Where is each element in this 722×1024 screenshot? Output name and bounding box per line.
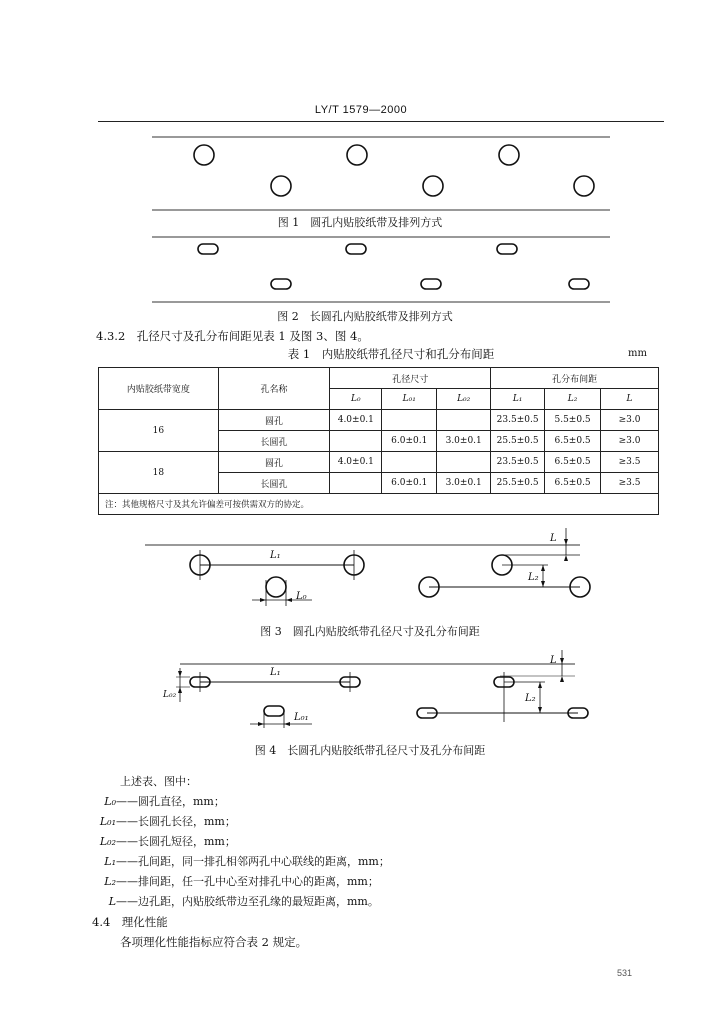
table-row — [99, 452, 659, 473]
figure-3-label-L: L — [550, 533, 557, 544]
table-header-row — [99, 368, 659, 389]
round-hole — [574, 176, 594, 196]
header-L: L — [601, 389, 659, 410]
round-hole — [499, 145, 519, 165]
definition-text: ——长圆孔长径，mm； — [116, 815, 236, 828]
oblong-hole — [271, 279, 291, 289]
header-L01: L₀₁ — [382, 389, 437, 410]
table-1-title: 表 1 内贴胶纸带孔径尺寸和孔分布间距 — [287, 347, 495, 361]
round-hole — [423, 176, 443, 196]
round-hole — [271, 176, 291, 196]
definition-symbol: L₂ — [104, 875, 116, 888]
cell-L2: 5.5±0.5 — [545, 410, 601, 431]
cell-L01: 6.0±0.1 — [382, 431, 437, 452]
definitions-intro: 上述表、图中： — [120, 775, 197, 788]
round-hole — [266, 577, 286, 597]
header-L1: L₁ — [491, 389, 545, 410]
definition-item — [74, 832, 634, 852]
figure-4-label-L2: L₂ — [525, 693, 536, 704]
definition-item — [74, 792, 634, 812]
table-row — [99, 410, 659, 431]
figure-4-label-L01: L₀₁ — [294, 712, 309, 723]
header-width: 内贴胶纸带宽度 — [99, 368, 219, 410]
cell-width: 18 — [99, 452, 219, 494]
cell-hole-name: 圆孔 — [218, 452, 330, 473]
cell-L02 — [437, 410, 491, 431]
header-L02: L₀₂ — [437, 389, 491, 410]
standard-number: LY/T 1579—2000 — [314, 104, 408, 116]
cell-hole-name: 长圆孔 — [218, 431, 330, 452]
table-note-row — [99, 494, 659, 515]
cell-L2: 6.5±0.5 — [545, 431, 601, 452]
figure-3-diagram — [0, 520, 722, 620]
section-4-4-heading: 4.4 理化性能 — [92, 915, 168, 929]
definition-symbol: L — [108, 895, 116, 908]
round-hole — [347, 145, 367, 165]
section-4-4-text: 各项理化性能指标应符合表 2 规定。 — [120, 935, 308, 949]
definition-text: ——长圆孔短径，mm； — [116, 835, 236, 848]
cell-L1: 23.5±0.5 — [491, 410, 545, 431]
cell-L0 — [330, 431, 382, 452]
figure-4-label-L1: L₁ — [270, 667, 281, 678]
cell-L01 — [382, 410, 437, 431]
figure-1-diagram — [0, 0, 722, 240]
cell-L01: 6.0±0.1 — [382, 473, 437, 494]
figure-3-label-L0: L₀ — [296, 591, 307, 602]
oblong-hole — [346, 244, 366, 254]
figure-4-label-L02: L₀₂ — [163, 690, 177, 700]
definition-text: ——孔间距，同一排孔相邻两孔中心联线的距离，mm； — [116, 855, 390, 868]
header-hole-size: 孔径尺寸 — [330, 368, 491, 389]
figure-4-label-L: L — [550, 655, 557, 666]
cell-L02: 3.0±0.1 — [437, 431, 491, 452]
cell-L: ≥3.5 — [601, 473, 659, 494]
cell-L02: 3.0±0.1 — [437, 473, 491, 494]
definition-item — [74, 852, 634, 872]
header-L0: L₀ — [330, 389, 382, 410]
cell-L01 — [382, 452, 437, 473]
cell-L0: 4.0±0.1 — [330, 452, 382, 473]
definition-symbol: L₀₂ — [99, 835, 116, 848]
oblong-hole — [264, 706, 284, 716]
figure-1-caption: 图 1 圆孔内贴胶纸带及排列方式 — [277, 216, 443, 229]
figure-4-diagram — [0, 650, 722, 740]
definitions-list — [74, 772, 634, 912]
figure-2-caption: 图 2 长圆孔内贴胶纸带及排列方式 — [277, 310, 453, 323]
figure-3-label-L1: L₁ — [270, 550, 281, 561]
cell-L2: 6.5±0.5 — [545, 452, 601, 473]
definition-symbol: L₁ — [104, 855, 116, 868]
cell-L: ≥3.0 — [601, 410, 659, 431]
figure-3-caption: 图 3 圆孔内贴胶纸带孔径尺寸及孔分布间距 — [260, 625, 480, 638]
definition-text: ——边孔距，内贴胶纸带边至孔缘的最短距离，mm。 — [116, 895, 379, 908]
figure-3-label-L2: L₂ — [528, 572, 539, 583]
oblong-hole — [569, 279, 589, 289]
header-L2: L₂ — [545, 389, 601, 410]
cell-hole-name: 圆孔 — [218, 410, 330, 431]
cell-L0: 4.0±0.1 — [330, 410, 382, 431]
section-4-3-2-text: 4.3.2 孔径尺寸及孔分布间距见表 1 及图 3、图 4。 — [96, 329, 369, 343]
cell-L2: 6.5±0.5 — [545, 473, 601, 494]
cell-L1: 25.5±0.5 — [491, 473, 545, 494]
cell-hole-name: 长圆孔 — [218, 473, 330, 494]
cell-L1: 25.5±0.5 — [491, 431, 545, 452]
cell-L1: 23.5±0.5 — [491, 452, 545, 473]
cell-L: ≥3.0 — [601, 431, 659, 452]
definition-text: ——排间距，任一孔中心至对排孔中心的距离，mm； — [116, 875, 379, 888]
cell-L02 — [437, 452, 491, 473]
cell-width: 16 — [99, 410, 219, 452]
cell-L0 — [330, 473, 382, 494]
definition-item — [74, 812, 634, 832]
definition-text: ——圆孔直径，mm； — [116, 795, 225, 808]
page-number: 531 — [617, 968, 633, 978]
definition-item — [74, 892, 634, 912]
cell-L: ≥3.5 — [601, 452, 659, 473]
round-hole — [194, 145, 214, 165]
header-spacing: 孔分布间距 — [491, 368, 659, 389]
oblong-hole — [497, 244, 517, 254]
oblong-hole — [198, 244, 218, 254]
oblong-hole — [421, 279, 441, 289]
table-1 — [98, 367, 659, 515]
definition-item — [74, 872, 634, 892]
table-1-note: 注：其他规格尺寸及其允许偏差可按供需双方的协定。 — [99, 494, 659, 515]
header-hole-name: 孔名称 — [218, 368, 330, 410]
definition-symbol: L₀₁ — [99, 815, 116, 828]
figure-2-diagram — [0, 230, 722, 310]
table-1-unit: mm — [628, 348, 647, 359]
figure-4-caption: 图 4 长圆孔内贴胶纸带孔径尺寸及孔分布间距 — [254, 744, 486, 757]
definition-symbol: L₀ — [104, 795, 116, 808]
